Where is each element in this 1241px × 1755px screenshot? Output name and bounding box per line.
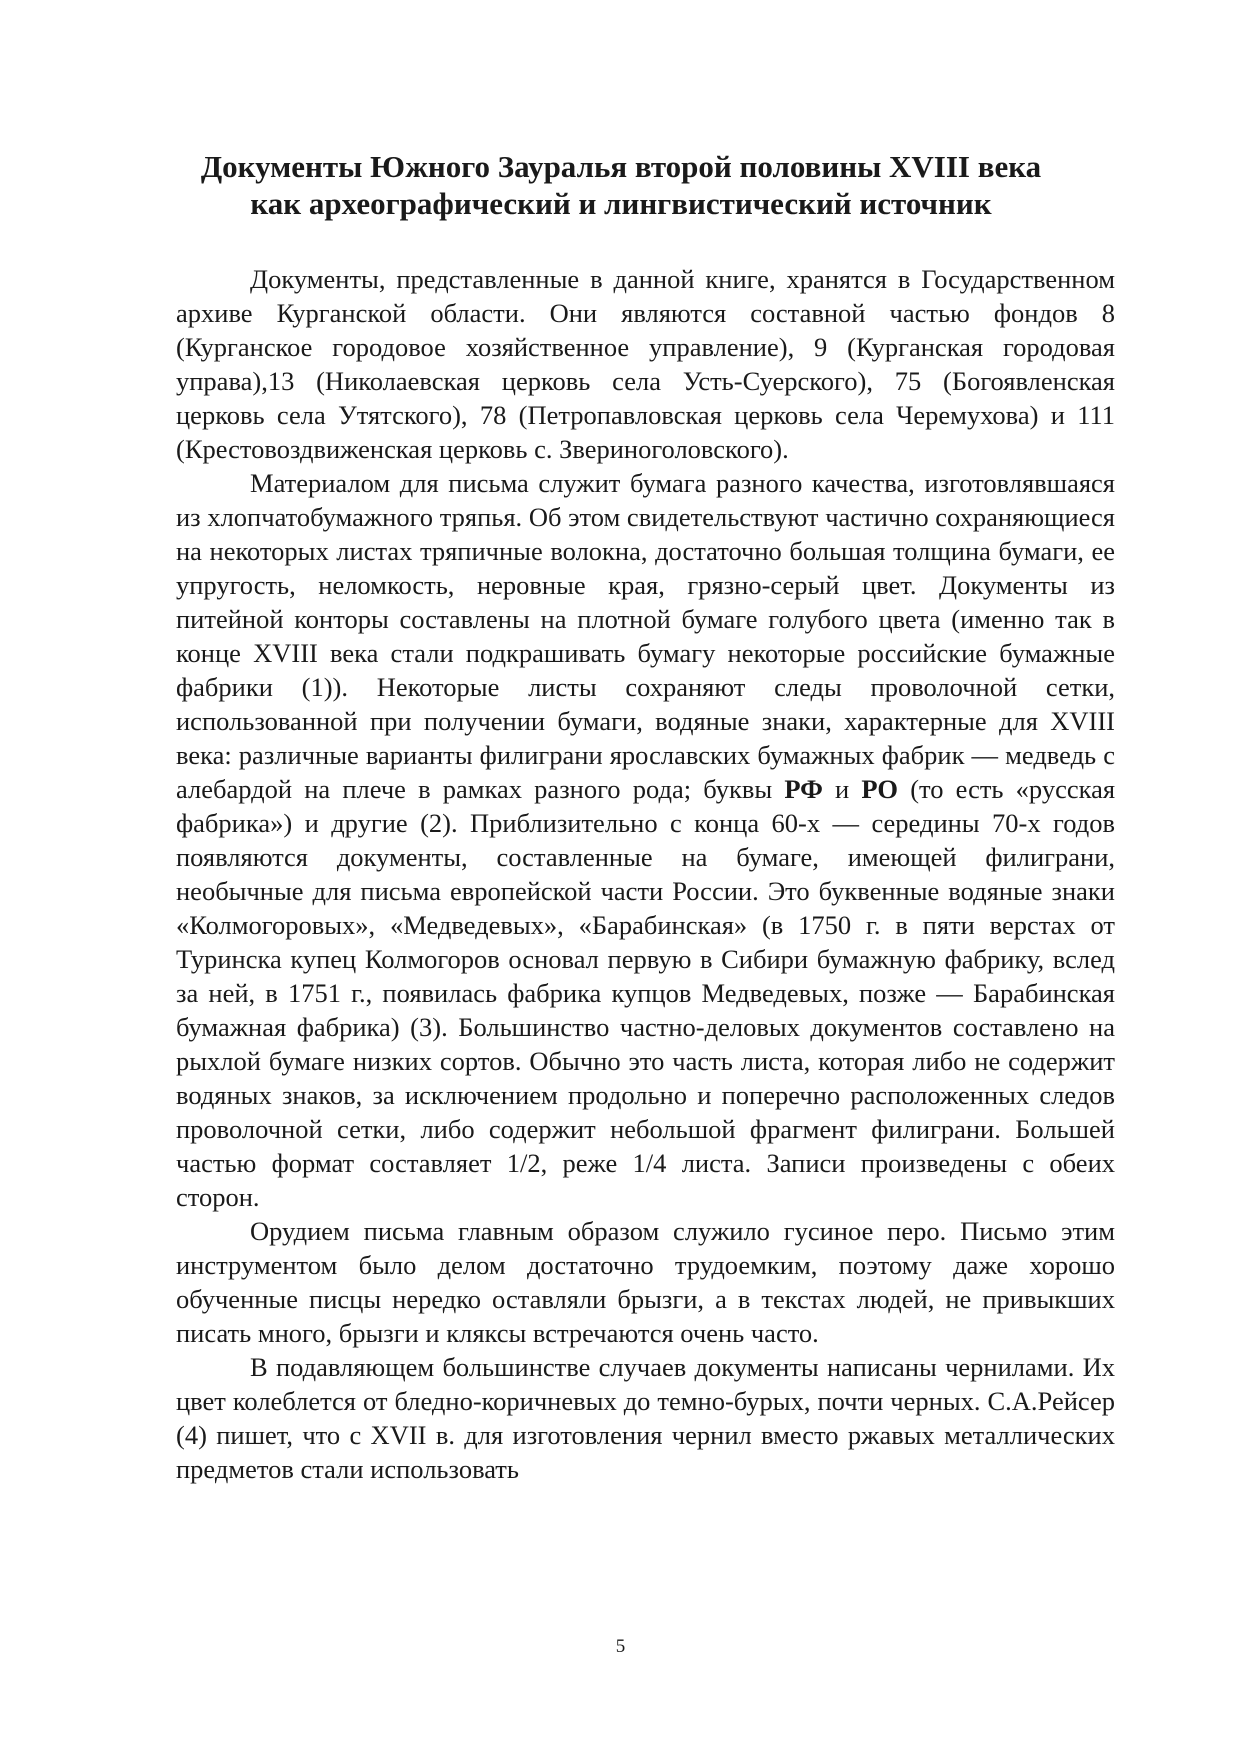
paragraph-2-text-b: (то есть «русская фабрика») и другие (2). Приблизительно с конца 60-х — середины 70-х годов появляются документы, составленные на бумаге, имеющей филиграни, необычные для письма европейской части России. Это буквенные водяные знаки «Колмогоровых», «Медведевых», «Барабинская» (в 1750 г. в пяти верстах от Туринска купец Колмогоров основал первую в Сибири бумажную фабрику, вслед за ней, в 1751 г., появилась фабрика купцов Медведевых, позже — Барабинская бумажная фабрика) (3). Большинство частно-деловых документов составлено на рыхлой бумаге низких сортов. Обычно это часть листа, которая либо не содержит водяных знаков, за исключением продольно и поперечно расположенных следов проволочной сетки, либо содержит небольшой фрагмент филиграни. Большей частью формат составляет 1/2, реже 1/4 листа. Записи произведены с обеих сторон.: [176, 774, 1116, 1212]
title-line-2: как археографический и лингвистический источник: [250, 186, 992, 221]
paragraph-2: [176, 466, 1115, 1214]
watermark-letters-ro: РО: [861, 774, 899, 804]
watermark-letters-rf: РФ: [784, 774, 823, 804]
document-title: [176, 148, 1066, 222]
paragraph-2-conjunction: и: [835, 774, 850, 804]
paragraph-2-text-a: Материалом для письма служит бумага разного качества, изготовлявшаяся из хлопчатобумажного тряпья. Об этом свидетельствуют частично сохраняющиеся на некоторых листах тряпичные волокна, достаточно большая толщина бумаги, ее упругость, неломкость, неровные края, грязно-серый цвет. Документы из питейной конторы составлены на плотной бумаге голубого цвета (именно так в конце XVIII века стали подкрашивать бумагу некоторые российские бумажные фабрики (1)). Некоторые листы сохраняют следы проволочной сетки, использованной при получении бумаги, водяные знаки, характерные для XVIII века: различные варианты филиграни ярославских бумажных фабрик — медведь с алебардой на плече в рамках разного рода; буквы: [176, 468, 1115, 804]
document-body: [176, 262, 1115, 1486]
paragraph-4: В подавляющем большинстве случаев документы написаны чернилами. Их цвет колеблется от бледно-коричневых до темно-бурых, почти черных. С.А.Рейсер (4) пишет, что с XVII в. для изготовления чернил вместо ржавых металлических предметов стали использовать: [176, 1352, 1115, 1484]
paragraph-3: Орудием письма главным образом служило гусиное перо. Письмо этим инструментом было делом достаточно трудоемким, поэтому даже хорошо обученные писцы нередко оставляли брызги, а в текстах людей, не привыкших писать много, брызги и кляксы встречаются очень часто.: [176, 1216, 1115, 1348]
paragraph-1: Документы, представленные в данной книге, хранятся в Государственном архиве Курганской области. Они являются составной частью фондов 8 (Курганское городовое хозяйственное управление), 9 (Курганская городовая управа),13 (Николаевская церковь села Усть-Суерского), 75 (Богоявленская церковь села Утятского), 78 (Петропавловская церковь села Черемухова) и 111 (Крестовоздвиженская церковь с. Звериноголовского).: [176, 264, 1115, 464]
page-number: 5: [615, 1636, 626, 1657]
title-line-1: Документы Южного Зауралья второй половины XVIII века: [200, 149, 1042, 184]
